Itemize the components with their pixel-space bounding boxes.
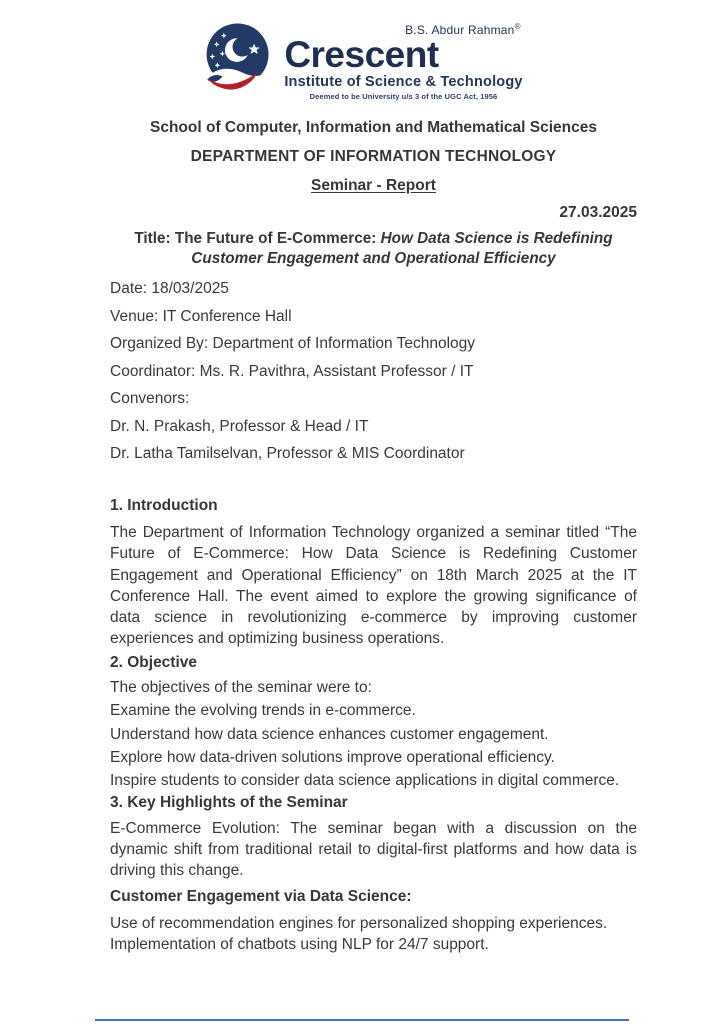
report-type-heading: Seminar - Report bbox=[311, 177, 436, 194]
highlights-heading: 3. Key Highlights of the Seminar bbox=[110, 793, 348, 811]
institute-logo bbox=[0, 22, 724, 101]
page-footer-rule bbox=[95, 1019, 629, 1021]
customer-engagement-line: Implementation of chatbots using NLP for 24/7 support. bbox=[110, 936, 489, 953]
detail-convenor-2: Dr. Latha Tamilselvan, Professor & MIS Coordinator bbox=[110, 445, 465, 462]
brand-tagline: Deemed to be University u/s 3 of the UGC Act, 1956 bbox=[309, 92, 498, 101]
detail-coordinator: Coordinator: Ms. R. Pavithra, Assistant Professor / IT bbox=[110, 362, 474, 380]
seminar-title: Title: The Future of E-Commerce: How Data Science is Redefining Customer Engagement and Operational Efficiency bbox=[134, 230, 613, 267]
registered-mark: ® bbox=[514, 22, 521, 31]
objective-line: Inspire students to consider data science applications in digital commerce. bbox=[110, 772, 620, 790]
customer-engagement-line: Use of recommendation engines for personalized shopping experiences. bbox=[110, 914, 608, 932]
introduction-paragraph: The Department of Information Technology organized a seminar titled “The Future of E-Commerce: How Data Science is Redefining Customer Engagement and Operational Efficiency” on 18th March 2025 at the IT Conference Hall. The event aimed to explore the growing significance of data science in revolutionizing e-commerce by improving customer experiences and optimizing business operations. bbox=[110, 524, 637, 648]
detail-convenor-1: Dr. N. Prakash, Professor & Head / IT bbox=[110, 417, 369, 435]
document-body bbox=[0, 119, 724, 955]
detail-convenors-label: Convenors: bbox=[110, 390, 190, 407]
institute-logo-text bbox=[284, 24, 522, 101]
objective-lines bbox=[110, 676, 637, 793]
objective-line: Examine the evolving trends in e-commerce. bbox=[110, 702, 416, 720]
report-date: 27.03.2025 bbox=[559, 204, 637, 221]
brand-subtitle: Institute of Science & Technology bbox=[284, 74, 523, 90]
objective-line: Understand how data science enhances customer engagement. bbox=[110, 725, 549, 743]
crescent-moon-cut bbox=[233, 37, 252, 56]
detail-venue: Venue: IT Conference Hall bbox=[110, 307, 292, 325]
event-details bbox=[110, 280, 637, 463]
department-heading: DEPARTMENT OF INFORMATION TECHNOLOGY bbox=[190, 148, 557, 165]
objective-line: Explore how data-driven solutions improve operational efficiency. bbox=[110, 749, 555, 766]
detail-date: Date: 18/03/2025 bbox=[110, 280, 229, 297]
introduction-heading: 1. Introduction bbox=[110, 497, 218, 514]
school-heading: School of Computer, Information and Mathematical Sciences bbox=[150, 119, 597, 136]
objective-line: The objectives of the seminar were to: bbox=[110, 678, 372, 696]
brand-name: Crescent bbox=[284, 34, 439, 75]
detail-organized-by: Organized By: Department of Information Technology bbox=[110, 335, 476, 352]
crescent-institute-emblem-icon bbox=[201, 22, 277, 94]
ecommerce-evolution-paragraph: E-Commerce Evolution: The seminar began with a discussion on the dynamic shift from traditional retail to digital-first platforms and how data is driving this change. bbox=[110, 819, 637, 880]
customer-engagement-lines bbox=[110, 913, 637, 956]
customer-engagement-heading: Customer Engagement via Data Science: bbox=[110, 887, 412, 905]
objective-heading: 2. Objective bbox=[110, 653, 198, 671]
brand-small-text: B.S. Abdur Rahman® bbox=[405, 22, 521, 37]
